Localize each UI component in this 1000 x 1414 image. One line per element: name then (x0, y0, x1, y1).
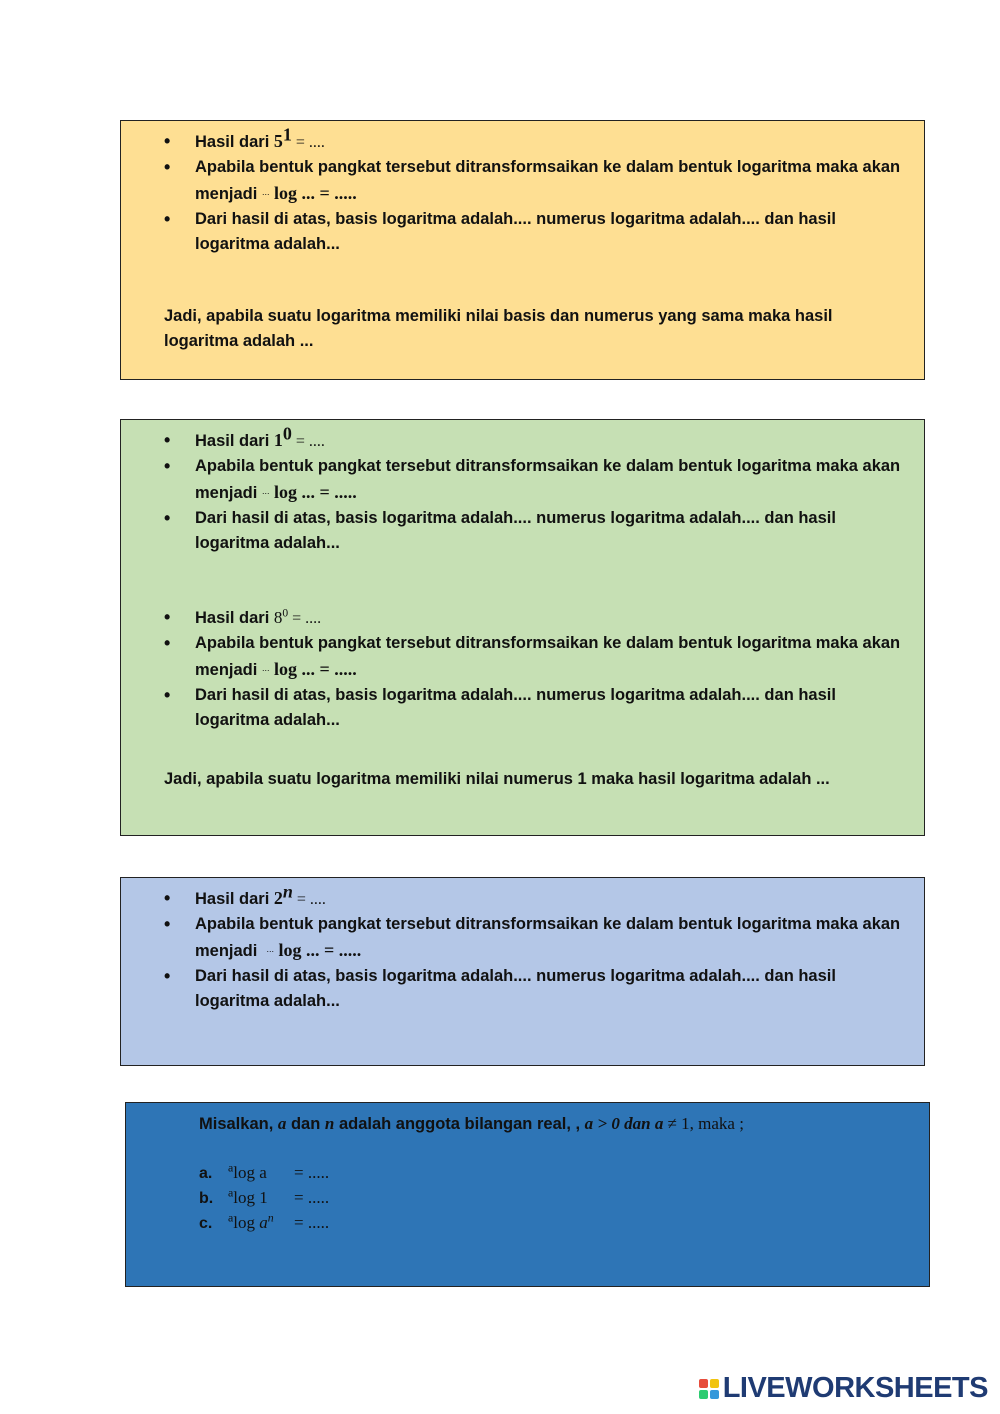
item-tail: = .... (292, 891, 326, 908)
answer-blank: = ..... (294, 1213, 330, 1232)
item-text: Dari hasil di atas, basis logaritma adalah.... numerus logaritma adalah.... dan hasil logaritma adalah... (195, 967, 836, 1010)
logo-square-icon (710, 1390, 719, 1399)
logo-text: LIVEWORKSHEETS (722, 1372, 988, 1404)
liveworksheets-logo (699, 1372, 988, 1405)
item-lead: Hasil dari (195, 609, 274, 627)
ellipsis-mark: ... (261, 663, 270, 673)
logarithm-properties-box (125, 1102, 930, 1287)
item-line1: Apabila bentuk pangkat tersebut ditransformsaikan ke dalam bentuk logaritma maka akan (195, 457, 901, 475)
log-expression (228, 1185, 294, 1210)
list-item (164, 683, 904, 733)
list-item (164, 423, 904, 454)
ellipsis-mark: ... (261, 187, 270, 197)
item-tail: = .... (288, 610, 322, 627)
list-item (164, 155, 904, 207)
condition-neq: ≠ 1, maka ; (663, 1114, 744, 1133)
log-expression: log ... = ..... (269, 482, 357, 502)
list-item (164, 605, 904, 631)
item-lead: Hasil dari (195, 432, 274, 450)
yellow-bullet-list (164, 124, 904, 257)
item-line1: Apabila bentuk pangkat tersebut ditransformsaikan ke dalam bentuk logaritma maka akan (195, 158, 901, 176)
log-expression: log ... = ..... (274, 940, 362, 960)
blue-exercise-box (120, 877, 925, 1066)
list-item (164, 124, 904, 155)
ellipsis-mark: ... (266, 944, 275, 954)
log-body: log a (233, 1163, 267, 1182)
conclusion-text: Jadi, apabila suatu logaritma memiliki nilai basis dan numerus yang sama maka hasil logaritma adalah ... (164, 307, 833, 350)
blue-bullet-list (164, 881, 904, 1014)
item-tail: = .... (291, 433, 325, 450)
math-exponent: n (282, 881, 293, 902)
conclusion-text: Jadi, apabila suatu logaritma memiliki nilai numerus 1 maka hasil logaritma adalah ... (164, 770, 830, 788)
intro-text-3: adalah anggota bilangan real, , (334, 1115, 585, 1133)
property-intro (199, 1111, 744, 1137)
item-lead: Hasil dari (195, 133, 274, 151)
ellipsis-mark: ... (261, 486, 270, 496)
log-expression (228, 1160, 294, 1185)
math-base: 5 (273, 131, 283, 151)
log-body: log 1 (233, 1188, 268, 1207)
item-tail: = .... (291, 134, 325, 151)
math-exponent: 1 (282, 124, 292, 145)
intro-text-2: dan (286, 1115, 325, 1133)
item-line2-lead: menjadi (195, 484, 262, 502)
list-item (164, 506, 904, 556)
item-text: Dari hasil di atas, basis logaritma adalah.... numerus logaritma adalah.... dan hasil logaritma adalah... (195, 509, 836, 552)
list-item (164, 912, 904, 964)
item-line2-lead: menjadi (195, 661, 262, 679)
list-item (164, 454, 904, 506)
log-argument: a (259, 1213, 268, 1232)
list-item (164, 964, 904, 1014)
item-line1: Apabila bentuk pangkat tersebut ditransformsaikan ke dalam bentuk logaritma maka akan (195, 634, 901, 652)
green-exercise-box (120, 419, 925, 836)
property-row-b (199, 1185, 329, 1211)
var-n: n (324, 1114, 335, 1133)
list-item (164, 881, 904, 912)
list-item (164, 631, 904, 683)
log-expression: log ... = ..... (269, 659, 357, 679)
item-lead: Hasil dari (195, 890, 274, 908)
math-base: 8 (273, 608, 283, 627)
log-expression (228, 1210, 294, 1235)
property-row-a (199, 1160, 329, 1186)
log-body: log (233, 1213, 256, 1232)
item-text: Dari hasil di atas, basis logaritma adalah.... numerus logaritma adalah.... dan hasil logaritma adalah... (195, 210, 836, 253)
logo-square-icon (710, 1379, 719, 1388)
item-line2-lead: menjadi (195, 185, 262, 203)
log-base: a (228, 1210, 234, 1225)
math-base: 2 (273, 888, 283, 908)
green-bullet-list-2 (164, 605, 904, 733)
intro-text-1: Misalkan, (199, 1115, 278, 1133)
condition-expression: a > 0 dan a (584, 1114, 664, 1133)
math-exponent: 0 (282, 607, 289, 620)
list-item (164, 207, 904, 257)
property-row-c (199, 1210, 329, 1236)
math-base: 1 (273, 430, 283, 450)
log-base: a (228, 1185, 234, 1200)
log-argument-exponent: n (267, 1210, 274, 1225)
answer-blank: = ..... (294, 1188, 330, 1207)
log-expression: log ... = ..... (269, 183, 357, 203)
var-a: a (277, 1114, 287, 1133)
yellow-exercise-box (120, 120, 925, 380)
logo-square-icon (699, 1379, 708, 1388)
math-exponent: 0 (282, 423, 292, 444)
logo-grid-icon (699, 1379, 719, 1399)
row-label: c. (199, 1215, 213, 1232)
row-label: b. (199, 1190, 214, 1207)
row-label: a. (199, 1165, 213, 1182)
logo-square-icon (699, 1390, 708, 1399)
item-line2-lead: menjadi (195, 942, 262, 960)
item-line1: Apabila bentuk pangkat tersebut ditransformsaikan ke dalam bentuk logaritma maka akan (195, 915, 901, 933)
item-text: Dari hasil di atas, basis logaritma adalah.... numerus logaritma adalah.... dan hasil logaritma adalah... (195, 686, 836, 729)
log-base: a (228, 1160, 234, 1175)
answer-blank: = ..... (294, 1163, 330, 1182)
green-bullet-list-1 (164, 423, 904, 556)
